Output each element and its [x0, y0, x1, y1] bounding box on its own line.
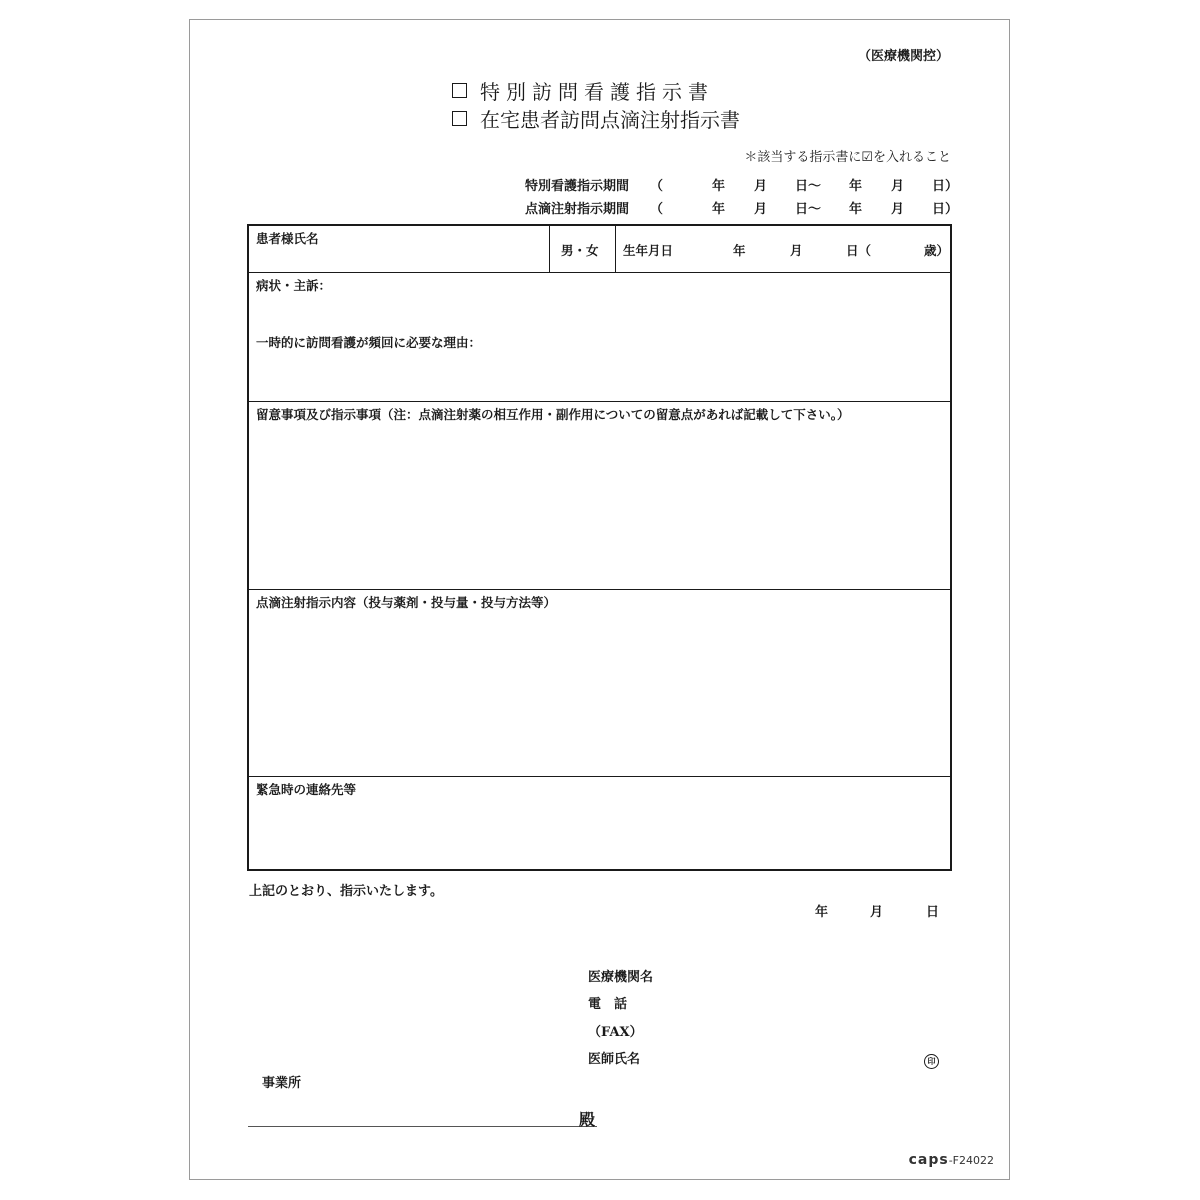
period-end-month: 月: [891, 202, 905, 217]
birth-month: 月: [790, 243, 803, 258]
patient-name-label: 患者様氏名: [256, 231, 319, 246]
period-start-month: 月: [754, 202, 768, 217]
doctor-label: 医師氏名: [588, 1052, 641, 1067]
title-checkbox-1[interactable]: [452, 83, 467, 98]
issue-month: 月: [870, 905, 884, 920]
issue-year: 年: [815, 905, 829, 920]
brand-logo: caps: [908, 1152, 949, 1168]
period-label: 特別看護指示期間: [525, 179, 630, 194]
period-start-year: 年: [712, 202, 726, 217]
title-special-nursing: [452, 76, 714, 105]
office-label: 事業所: [262, 1076, 302, 1091]
instruction-note: ＊該当する指示書に☑を入れること: [744, 150, 951, 165]
emergency-label: 緊急時の連絡先等: [256, 782, 357, 797]
period-open: （: [650, 179, 664, 194]
period-start-day: 日〜: [795, 179, 822, 194]
office-signature-line[interactable]: [248, 1126, 597, 1127]
divider: [615, 226, 616, 272]
instruction-table: [247, 224, 952, 871]
period-end-year: 年: [849, 202, 863, 217]
gender-field[interactable]: 男・女: [561, 243, 599, 258]
period-label: 点滴注射指示期間: [525, 202, 630, 217]
notes-label: 留意事項及び指示事項（注：点滴注射薬の相互作用・副作用についての留意点があれば記載して下さい。）: [256, 407, 850, 422]
statement: 上記のとおり、指示いたします。: [249, 884, 443, 899]
period-end-year: 年: [849, 179, 863, 194]
age: 歳）: [924, 243, 950, 258]
issue-day: 日: [926, 905, 940, 920]
period-row-nursing: [525, 175, 959, 194]
title-drip-injection: [452, 104, 740, 133]
drip-row[interactable]: [249, 590, 950, 777]
form-code: -F24022: [948, 1154, 994, 1167]
patient-row: [249, 226, 950, 273]
reason-label: 一時的に訪問看護が頻回に必要な理由：: [256, 335, 482, 350]
period-start-day: 日〜: [795, 202, 822, 217]
period-start-month: 月: [754, 179, 768, 194]
emergency-row[interactable]: [249, 777, 950, 869]
birth-year: 年: [733, 243, 746, 258]
period-open: （: [650, 202, 664, 217]
title-text-2: 在宅患者訪問点滴注射指示書: [480, 108, 740, 132]
notes-row[interactable]: [249, 402, 950, 590]
period-start-year: 年: [712, 179, 726, 194]
birthdate-label: 生年月日: [623, 243, 674, 258]
seal-icon: [924, 1049, 939, 1069]
seal-mark: 印: [924, 1054, 939, 1069]
period-row-drip: [525, 198, 959, 217]
title-text-1: 特別訪問看護指示書: [480, 80, 714, 104]
title-checkbox-2[interactable]: [452, 111, 467, 126]
brand-mark: [909, 1152, 994, 1168]
phone-label: 電 話: [588, 997, 628, 1012]
birth-day: 日（: [846, 243, 872, 258]
divider: [549, 226, 550, 272]
institution-label: 医療機関名: [588, 970, 654, 985]
symptoms-label: 病状・主訴：: [256, 278, 332, 293]
period-end-month: 月: [891, 179, 905, 194]
form-sheet: [189, 19, 1010, 1180]
symptoms-row[interactable]: [249, 273, 950, 402]
period-end-day: 日）: [932, 202, 959, 217]
copy-label: （医療機関控）: [857, 49, 949, 64]
fax-label: （FAX）: [588, 1025, 643, 1040]
honorific: 殿: [579, 1110, 596, 1129]
drip-label: 点滴注射指示内容（投与薬剤・投与量・投与方法等）: [256, 595, 557, 610]
period-end-day: 日）: [932, 179, 959, 194]
